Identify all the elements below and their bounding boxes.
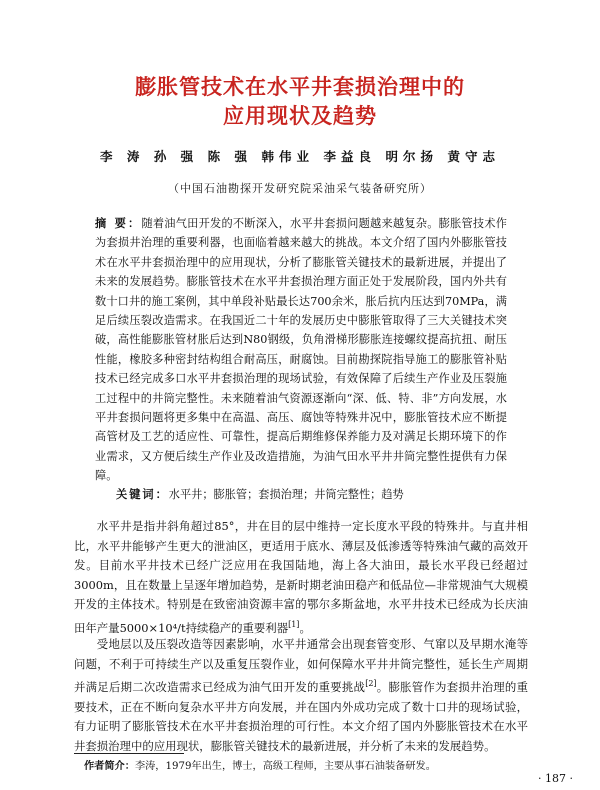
title-line-2: 应用现状及趋势 <box>223 104 377 128</box>
citation-ref[interactable]: [2] <box>365 679 377 689</box>
author: 韩伟业 <box>261 149 314 164</box>
author: 孙 强 <box>153 149 199 164</box>
body-paragraph-2 <box>74 635 528 756</box>
abstract-label: 摘 要： <box>95 216 142 230</box>
paragraph-text: 。膨胀管作为套损井治理的重要技术，正在不断向复杂水平井方向发展，并在国内外成功完成了数十口井的现场试验，有力证明了膨胀管技术在水平井套损治理的可行性。本文介绍了国内外膨胀管技术在水平井套损治理中的应用现状，膨胀管关键技术的最新进展，并分析了未来的发展趋势。 <box>74 679 528 753</box>
page-number: · 187 · <box>538 772 573 785</box>
author-list <box>100 147 500 165</box>
author: 陈 强 <box>207 149 253 164</box>
author: 黄守志 <box>447 149 500 164</box>
keywords <box>116 485 506 504</box>
keywords-text: 水平井；膨胀管；套损治理；井筒完整性；趋势 <box>168 488 404 501</box>
affiliation: （中国石油勘探开发研究院采油采气装备研究所） <box>168 182 432 195</box>
author-bio-footnote <box>84 759 524 774</box>
author: 李益良 <box>323 149 376 164</box>
title-line-1: 膨胀管技术在水平井套损治理中的 <box>135 75 465 99</box>
footnote-divider <box>74 753 184 754</box>
author: 明尔扬 <box>385 149 438 164</box>
paragraph-text: 受地层以及压裂改造等因素影响，水平井通常会出现套管变形、气窜以及早期水淹等问题，不利于可持续生产以及重复压裂作业，如何保障水平井井筒完整性，延长生产周期并满足后期二次改造需求已经成为油气田开发的重要挑战 <box>74 637 528 694</box>
citation-ref[interactable]: [1] <box>288 619 300 629</box>
footnote-text: 李涛，1979年出生，博士，高级工程师，主要从事石油装备研发。 <box>134 761 436 772</box>
abstract <box>95 214 507 486</box>
author: 李 涛 <box>100 149 145 164</box>
keywords-label: 关键词： <box>116 487 169 501</box>
footnote-label: 作者简介： <box>84 760 135 772</box>
paragraph-text: 水平井是指井斜角超过85°，井在目的层中维持一定长度水平段的特殊井。与直井相比，水平井能够产生更大的泄油区，更适用于底水、薄层及低渗透等特殊油气藏的高效开发。目前水平井技术已经广泛应用在我国陆地，海上各大油田，最长水平段已经超过3000m，且在数量上呈逐年增加趋势，是新时期老油田稳产和低品位—非常规油气大规模开发的主体技术。特别是在致密油资源丰富的鄂尔多斯盆地，水平井技术已经成为长庆油田年产量5000×10⁴/t持续稳产的重要利器 <box>74 519 528 635</box>
abstract-text: 随着油气田开发的不断深入，水平井套损问题越来越复杂。膨胀管技术作为套损井治理的重要利器，也面临着越来越大的挑战。本文介绍了国内外膨胀管技术在水平井套损治理中的应用现状，分析了膨胀管关键技术的最新进展，并提出了未来的发展趋势。膨胀管技术在水平井套损治理方面正处于发展阶段，国内外共有数十口井的施工案例，其中单段补贴最长达700余米，胀后抗内压达到70MPa，满足后续压裂改造需求。在我国近二十年的发展历史中膨胀管取得了三大关键技术突破，高性能膨胀管材胀后达到N80钢级，负角滑梯形膨胀连接螺纹提高抗扭、耐压性能，橡胶多种密封结构组合耐高压，耐腐蚀。目前勘探院指导施工的膨胀管补贴技术已经完成多口水平井套损治理的现场试验，有效保障了后续生产作业及压裂施工过程中的井筒完整性。未来随着油气资源逐渐向“深、低、特、非”方向发展，水平井套损问题将更多集中在高温、高压、腐蚀等特殊井况中，膨胀管技术应不断提高管材及工艺的适应性、可靠性，提高后期维修保养能力及对满足长期环境下的作业需求，又方便后续生产作业及改造措施，为油气田水平井井筒完整性提供有力保障。 <box>95 217 507 483</box>
paragraph-text: 。 <box>299 620 311 635</box>
body-paragraph-1 <box>74 517 528 638</box>
